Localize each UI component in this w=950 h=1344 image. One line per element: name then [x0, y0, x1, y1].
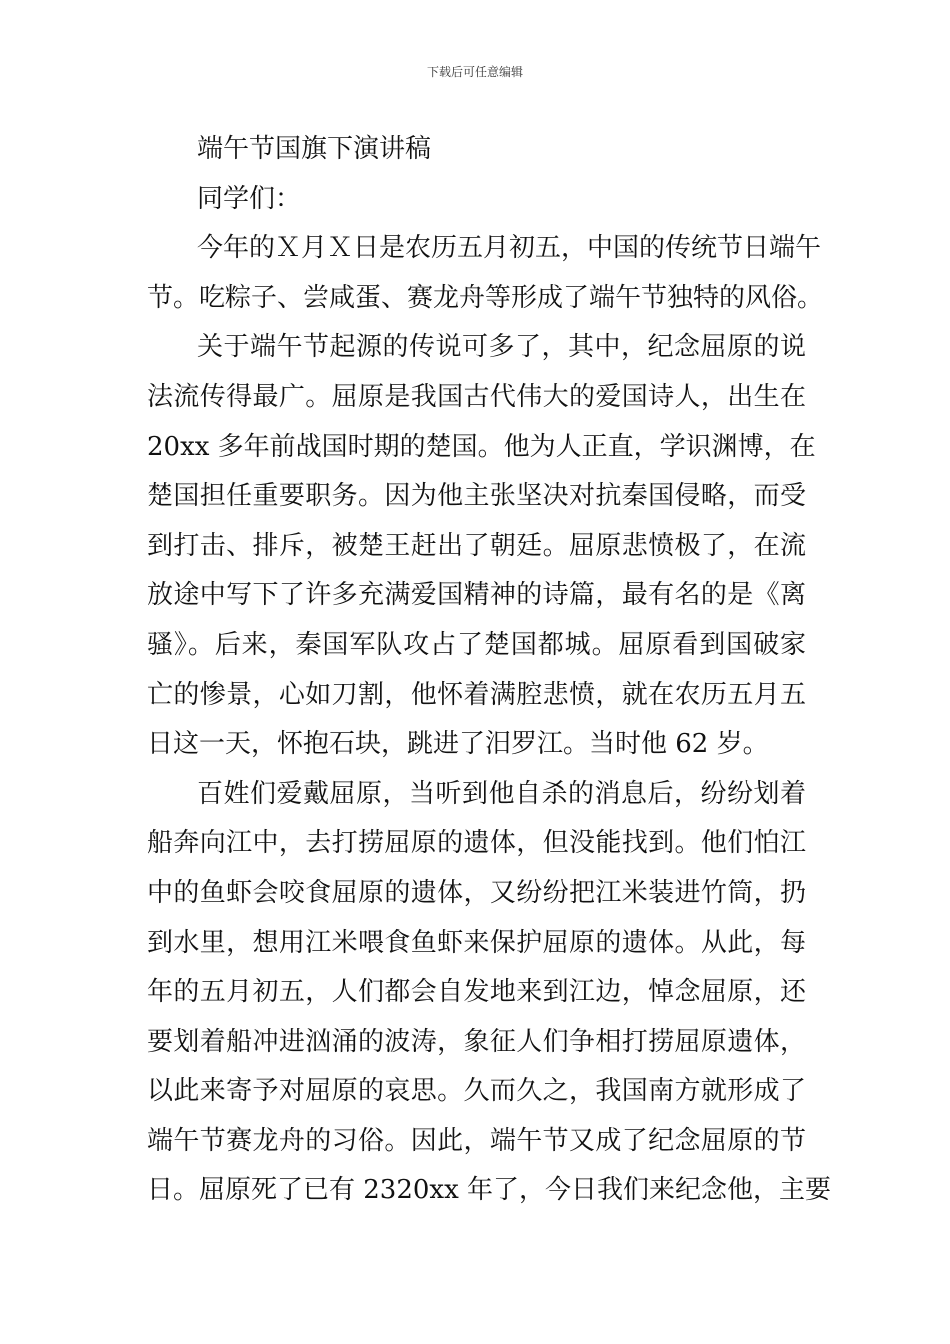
paragraph-line: 法流传得最广。屈原是我国古代伟大的爱国诗人，出生在	[147, 381, 806, 412]
paragraph-line: 要划着船冲进汹涌的波涛，象征人们争相打捞屈原遗体，	[147, 1026, 806, 1057]
document-title: 端午节国旗下演讲稿	[197, 134, 432, 164]
paragraph-line: 今年的Ｘ月Ｘ日是农历五月初五，中国的传统节日端午	[197, 233, 822, 264]
paragraph-line: 以此来寄予对屈原的哀思。久而久之，我国南方就形成了	[147, 1076, 806, 1107]
paragraph-1	[147, 224, 824, 323]
paragraph-line: 放途中写下了许多充满爱国精神的诗篇，最有名的是《离	[147, 580, 806, 611]
paragraph-line: 到水里，想用江米喂食鱼虾来保护屈原的遗体。从此，每	[147, 927, 806, 958]
paragraph-line: 端午节赛龙舟的习俗。因此，端午节又成了纪念屈原的节	[147, 1125, 806, 1156]
paragraph-line: 年的五月初五，人们都会自发地来到江边，悼念屈原，还	[147, 977, 806, 1008]
paragraph-line: 关于端午节起源的传说可多了，其中，纪念屈原的说	[197, 332, 806, 363]
paragraph-line: 楚国担任重要职务。因为他主张坚决对抗秦国侵略，而受	[147, 481, 806, 512]
paragraph-line: 船奔向江中，去打捞屈原的遗体，但没能找到。他们怕江	[147, 828, 806, 859]
paragraph-line: 日。屈原死了已有 2320xx 年了，今日我们来纪念他，主要	[147, 1175, 832, 1206]
paragraph-line: 节。吃粽子、尝咸蛋、赛龙舟等形成了端午节独特的风俗。	[147, 282, 824, 313]
paragraph-line: 日这一天，怀抱石块，跳进了汨罗江。当时他 62 岁。	[147, 729, 769, 760]
paragraph-line: 百姓们爱戴屈原，当听到他自杀的消息后，纷纷划着	[197, 778, 806, 809]
paragraph-2	[147, 323, 816, 769]
page-header: 下载后可任意编辑	[426, 65, 523, 79]
paragraph-3	[147, 770, 832, 1216]
paragraph-line: 中的鱼虾会咬食屈原的遗体，又纷纷把江米装进竹筒，扔	[147, 877, 806, 908]
document-body	[147, 125, 832, 1216]
paragraph-line: 亡的惨景，心如刀割，他怀着满腔悲愤，就在农历五月五	[147, 679, 806, 710]
paragraph-line: 到打击、排斥，被楚王赶出了朝廷。屈原悲愤极了，在流	[147, 530, 806, 561]
paragraph-line: 20xx 多年前战国时期的楚国。他为人正直，学识渊博，在	[147, 431, 816, 462]
salutation: 同学们：	[197, 183, 302, 214]
paragraph-line: 骚》。后来，秦国军队攻占了楚国都城。屈原看到国破家	[147, 629, 806, 660]
